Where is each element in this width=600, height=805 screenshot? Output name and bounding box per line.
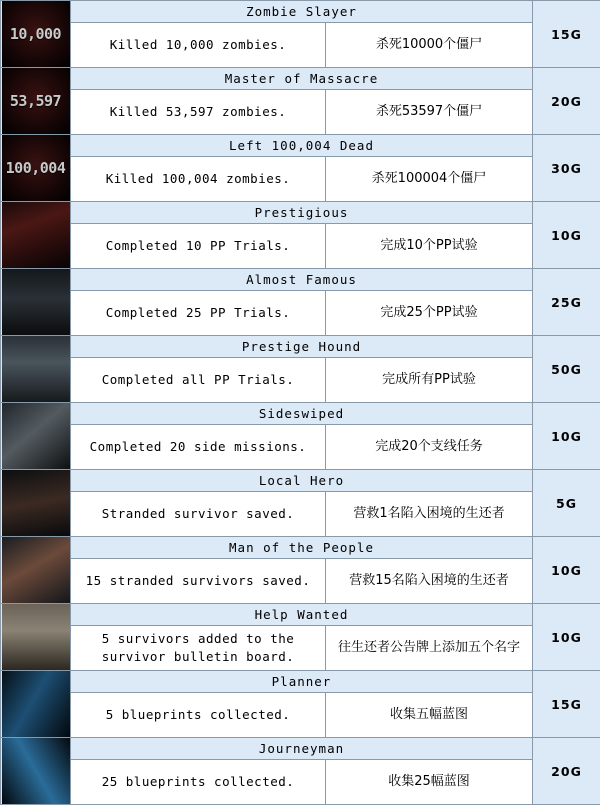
achievement-desc-row bbox=[1, 224, 600, 269]
achievement-desc-row bbox=[1, 760, 600, 805]
icon-almost-famous bbox=[1, 269, 71, 336]
achievement-title-row bbox=[1, 269, 600, 291]
icon-left-100004-dead bbox=[1, 135, 71, 202]
achievement-title-row bbox=[1, 1, 600, 23]
icon-help-wanted bbox=[1, 604, 71, 671]
achievement-points: 50G bbox=[533, 336, 600, 403]
achievement-desc-row bbox=[1, 693, 600, 738]
achievement-icon-art bbox=[2, 68, 70, 134]
achievement-description-cn: 杀死100004个僵尸 bbox=[326, 157, 533, 202]
achievement-title-row bbox=[1, 470, 600, 492]
achievement-points: 30G bbox=[533, 135, 600, 202]
achievement-description-en: Killed 10,000 zombies. bbox=[71, 23, 326, 68]
icon-zombie-slayer bbox=[1, 1, 71, 68]
achievement-title: Journeyman bbox=[71, 738, 533, 760]
achievement-description-en: 5 blueprints collected. bbox=[71, 693, 326, 738]
achievement-points: 10G bbox=[533, 403, 600, 470]
achievement-icon-label: 100,004 bbox=[2, 159, 70, 177]
achievement-icon-art bbox=[2, 269, 70, 335]
achievement-points: 15G bbox=[533, 1, 600, 68]
achievement-title: Local Hero bbox=[71, 470, 533, 492]
achievement-title: Help Wanted bbox=[71, 604, 533, 626]
achievement-title-row bbox=[1, 202, 600, 224]
achievement-title-row bbox=[1, 135, 600, 157]
achievement-icon-art bbox=[2, 403, 70, 469]
icon-planner bbox=[1, 671, 71, 738]
achievement-title-row bbox=[1, 336, 600, 358]
achievement-description-en: Completed 10 PP Trials. bbox=[71, 224, 326, 269]
achievement-description-en: Killed 53,597 zombies. bbox=[71, 90, 326, 135]
achievement-description-en: Killed 100,004 zombies. bbox=[71, 157, 326, 202]
achievement-description-en: Completed 20 side missions. bbox=[71, 425, 326, 470]
achievement-description-cn: 杀死53597个僵尸 bbox=[326, 90, 533, 135]
achievement-points: 15G bbox=[533, 671, 600, 738]
achievement-description-cn: 营救15名陷入困境的生还者 bbox=[326, 559, 533, 604]
achievement-points: 5G bbox=[533, 470, 600, 537]
achievement-title: Man of the People bbox=[71, 537, 533, 559]
achievement-description-en: 15 stranded survivors saved. bbox=[71, 559, 326, 604]
achievement-title-row bbox=[1, 738, 600, 760]
achievement-title: Almost Famous bbox=[71, 269, 533, 291]
achievement-title: Planner bbox=[71, 671, 533, 693]
achievement-title: Master of Massacre bbox=[71, 68, 533, 90]
achievement-title-row bbox=[1, 537, 600, 559]
achievement-icon-art bbox=[2, 202, 70, 268]
achievement-icon-art bbox=[2, 537, 70, 603]
achievement-desc-row bbox=[1, 358, 600, 403]
achievement-title-row bbox=[1, 68, 600, 90]
achievement-desc-row bbox=[1, 90, 600, 135]
achievement-description-en: 5 survivors added to the survivor bulletin board. bbox=[71, 626, 326, 671]
achievement-title-row bbox=[1, 403, 600, 425]
achievement-desc-row bbox=[1, 559, 600, 604]
achievement-desc-row bbox=[1, 23, 600, 68]
achievement-icon-art bbox=[2, 470, 70, 536]
icon-master-of-massacre bbox=[1, 68, 71, 135]
achievement-points: 20G bbox=[533, 68, 600, 135]
achievements-body bbox=[1, 1, 600, 805]
achievement-description-cn: 往生还者公告牌上添加五个名字 bbox=[326, 626, 533, 671]
achievement-desc-row bbox=[1, 492, 600, 537]
achievement-description-cn: 完成25个PP试验 bbox=[326, 291, 533, 336]
icon-journeyman bbox=[1, 738, 71, 805]
achievement-title: Prestigious bbox=[71, 202, 533, 224]
achievement-title: Zombie Slayer bbox=[71, 1, 533, 23]
icon-local-hero bbox=[1, 470, 71, 537]
achievement-description-cn: 收集五幅蓝图 bbox=[326, 693, 533, 738]
achievement-icon-art bbox=[2, 336, 70, 402]
achievement-points: 10G bbox=[533, 537, 600, 604]
icon-prestigious bbox=[1, 202, 71, 269]
achievement-desc-row bbox=[1, 157, 600, 202]
achievement-desc-row bbox=[1, 626, 600, 671]
achievement-title-row bbox=[1, 604, 600, 626]
achievement-title: Left 100,004 Dead bbox=[71, 135, 533, 157]
achievement-icon-art bbox=[2, 738, 70, 804]
achievement-description-en: Completed all PP Trials. bbox=[71, 358, 326, 403]
achievement-points: 25G bbox=[533, 269, 600, 336]
achievement-description-en: Completed 25 PP Trials. bbox=[71, 291, 326, 336]
achievement-icon-art bbox=[2, 671, 70, 737]
achievement-points: 20G bbox=[533, 738, 600, 805]
achievement-title-row bbox=[1, 671, 600, 693]
achievement-points: 10G bbox=[533, 604, 600, 671]
icon-man-of-the-people bbox=[1, 537, 71, 604]
achievement-icon-label: 10,000 bbox=[2, 25, 70, 43]
achievement-description-cn: 营救1名陷入困境的生还者 bbox=[326, 492, 533, 537]
achievement-description-cn: 收集25幅蓝图 bbox=[326, 760, 533, 805]
achievement-description-en: Stranded survivor saved. bbox=[71, 492, 326, 537]
achievement-description-en: 25 blueprints collected. bbox=[71, 760, 326, 805]
achievement-desc-row bbox=[1, 291, 600, 336]
achievement-description-cn: 完成20个支线任务 bbox=[326, 425, 533, 470]
achievement-desc-row bbox=[1, 425, 600, 470]
achievement-title: Sideswiped bbox=[71, 403, 533, 425]
achievement-title: Prestige Hound bbox=[71, 336, 533, 358]
icon-prestige-hound bbox=[1, 336, 71, 403]
achievement-description-cn: 完成10个PP试验 bbox=[326, 224, 533, 269]
achievement-description-cn: 完成所有PP试验 bbox=[326, 358, 533, 403]
achievement-description-cn: 杀死10000个僵尸 bbox=[326, 23, 533, 68]
achievement-icon-art bbox=[2, 604, 70, 670]
achievement-icon-art bbox=[2, 1, 70, 67]
achievement-points: 10G bbox=[533, 202, 600, 269]
achievement-icon-art bbox=[2, 135, 70, 201]
achievement-icon-label: 53,597 bbox=[2, 92, 70, 110]
icon-sideswiped bbox=[1, 403, 71, 470]
